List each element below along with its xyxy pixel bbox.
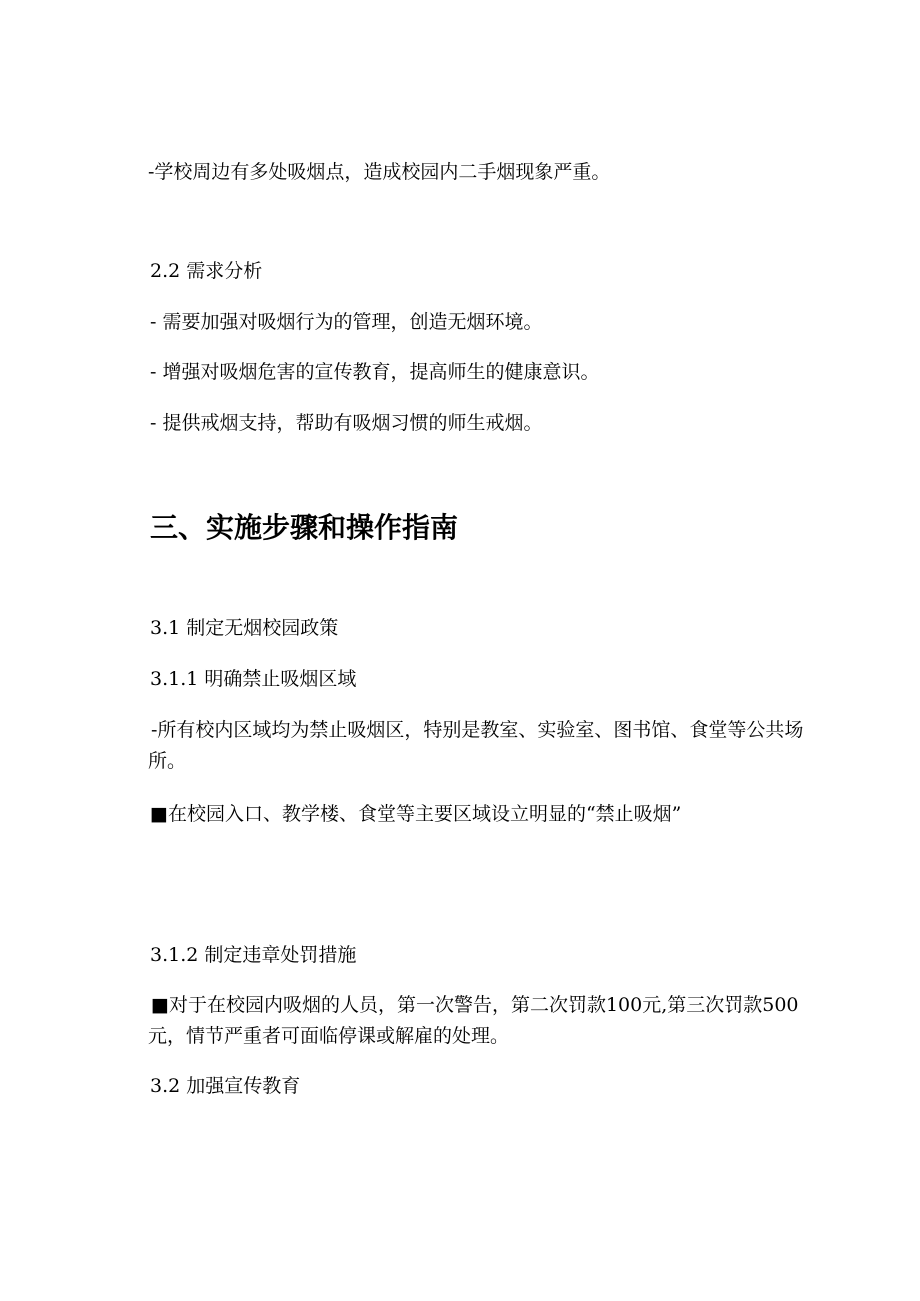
subsection-heading-3-1-2: 3.1.2 制定违章处罚措施 (150, 944, 357, 966)
paragraph-signage: ■在校园入口、教学楼、食堂等主要区域设立明显的“禁止吸烟” (150, 803, 682, 825)
needs-item: - 需要加强对吸烟行为的管理，创造无烟环境。 (150, 311, 543, 333)
section-heading-3-2: 3.2 加强宣传教育 (150, 1075, 301, 1097)
needs-item: - 提供戒烟支持，帮助有吸烟习惯的师生戒烟。 (150, 412, 543, 434)
section-heading-2-2: 2.2 需求分析 (150, 260, 263, 282)
needs-item: - 增强对吸烟危害的宣传教育，提高师生的健康意识。 (150, 361, 600, 383)
chapter-heading-3: 三、实施步骤和操作指南 (150, 511, 459, 544)
subsection-heading-3-1-1: 3.1.1 明确禁止吸烟区域 (150, 668, 357, 690)
intro-bullet: -学校周边有多处吸烟点，造成校园内二手烟现象严重。 (148, 161, 611, 183)
paragraph-no-smoking-areas: -所有校内区域均为禁止吸烟区，特别是教室、实验室、图书馆、食堂等公共场所。 (148, 719, 804, 772)
section-heading-3-1: 3.1 制定无烟校园政策 (150, 617, 339, 639)
paragraph-penalties: ■对于在校园内吸烟的人员，第一次警告，第二次罚款100元,第三次罚款500元，情节严重者可面临停课或解雇的处理。 (148, 994, 799, 1047)
